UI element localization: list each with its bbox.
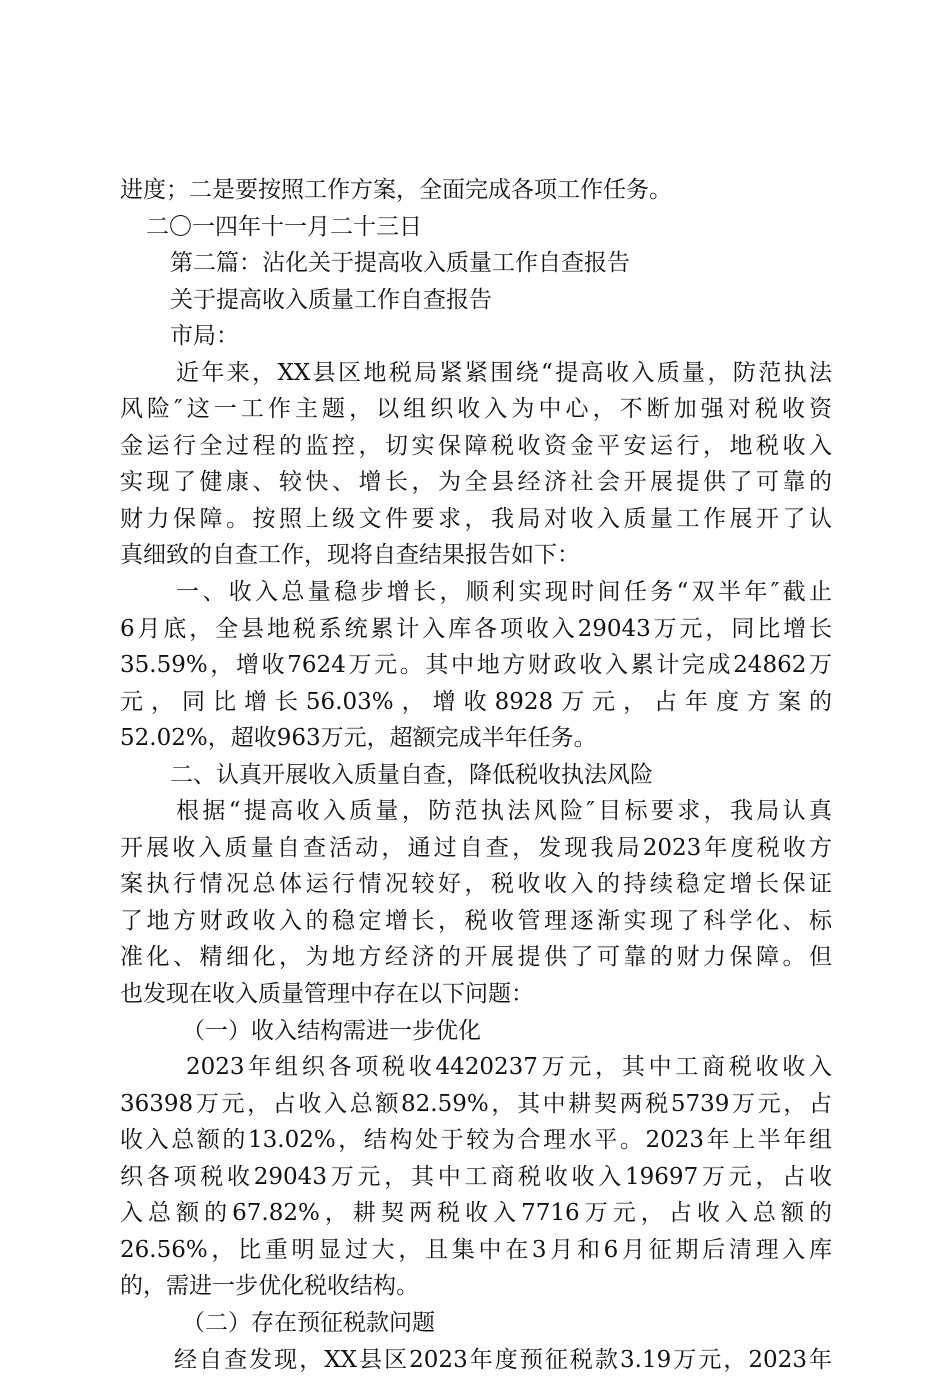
subsection-heading: （二）存在预征税款问题 bbox=[120, 1305, 832, 1342]
paragraph-line: 26.56%，比重明显过大，且集中在3月和6月征期后清理入库 bbox=[120, 1232, 832, 1269]
date-line: 二〇一四年十一月二十三日 bbox=[120, 209, 832, 246]
paragraph-line: 金运行全过程的监控，切实保障税收资金平安运行，地税收入 bbox=[120, 428, 832, 465]
paragraph-line: 36398万元，占收入总额82.59%，其中耕契两税5739万元，占 bbox=[120, 1086, 832, 1123]
subsection-heading: （一）收入结构需进一步优化 bbox=[120, 1013, 832, 1050]
paragraph-line: 实现了健康、较快、增长，为全县经济社会开展提供了可靠的 bbox=[120, 464, 832, 501]
paragraph-line: 织各项税收29043万元，其中工商税收收入19697万元，占收 bbox=[120, 1159, 832, 1196]
document-body bbox=[120, 172, 832, 1378]
addressee: 市局： bbox=[120, 318, 832, 355]
paragraph-line: 也发现在收入质量管理中存在以下问题： bbox=[120, 976, 832, 1013]
paragraph-line: 52.02%，超收963万元，超额完成半年任务。 bbox=[120, 720, 832, 757]
paragraph-line: 根据“提高收入质量，防范执法风险″目标要求，我局认真 bbox=[120, 793, 832, 830]
paragraph-line: 财力保障。按照上级文件要求，我局对收入质量工作展开了认 bbox=[120, 501, 832, 538]
section-heading: 二、认真开展收入质量自查，降低税收执法风险 bbox=[120, 757, 832, 794]
section-heading: 第二篇：沾化关于提高收入质量工作自查报告 bbox=[120, 245, 832, 282]
paragraph-line: 6月底，全县地税系统累计入库各项收入29043万元，同比增长 bbox=[120, 611, 832, 648]
paragraph-line: 近年来，XX县区地税局紧紧围绕“提高收入质量，防范执法 bbox=[120, 355, 832, 392]
paragraph-line: 真细致的自查工作，现将自查结果报告如下： bbox=[120, 537, 832, 574]
paragraph-line: 的，需进一步优化税收结构。 bbox=[120, 1268, 832, 1305]
paragraph-line: 风险″这一工作主题，以组织收入为中心，不断加强对税收资 bbox=[120, 391, 832, 428]
paragraph-line: 元，同比增长56.03%，增收8928万元，占年度方案的 bbox=[120, 684, 832, 721]
paragraph-line: 入总额的67.82%，耕契两税收入7716万元，占收入总额的 bbox=[120, 1195, 832, 1232]
paragraph-line: 2023年组织各项税收4420237万元，其中工商税收收入 bbox=[120, 1049, 832, 1086]
text-line: 进度；二是要按照工作方案，全面完成各项工作任务。 bbox=[120, 172, 832, 209]
report-title: 关于提高收入质量工作自查报告 bbox=[120, 282, 832, 319]
paragraph-line: 一、收入总量稳步增长，顺利实现时间任务“双半年″截止 bbox=[120, 574, 832, 611]
paragraph-line: 收入总额的13.02%，结构处于较为合理水平。2023年上半年组 bbox=[120, 1122, 832, 1159]
paragraph-line: 准化、精细化，为地方经济的开展提供了可靠的财力保障。但 bbox=[120, 939, 832, 976]
paragraph-line: 案执行情况总体运行情况较好，税收收入的持续稳定增长保证 bbox=[120, 866, 832, 903]
paragraph-line: 开展收入质量自查活动，通过自查，发现我局2023年度税收方 bbox=[120, 830, 832, 867]
paragraph-line: 35.59%，增收7624万元。其中地方财政收入累计完成24862万 bbox=[120, 647, 832, 684]
paragraph-line: 了地方财政收入的稳定增长，税收管理逐渐实现了科学化、标 bbox=[120, 903, 832, 940]
paragraph-line: 经自查发现，XX县区2023年度预征税款3.19万元，2023年 bbox=[120, 1342, 832, 1378]
